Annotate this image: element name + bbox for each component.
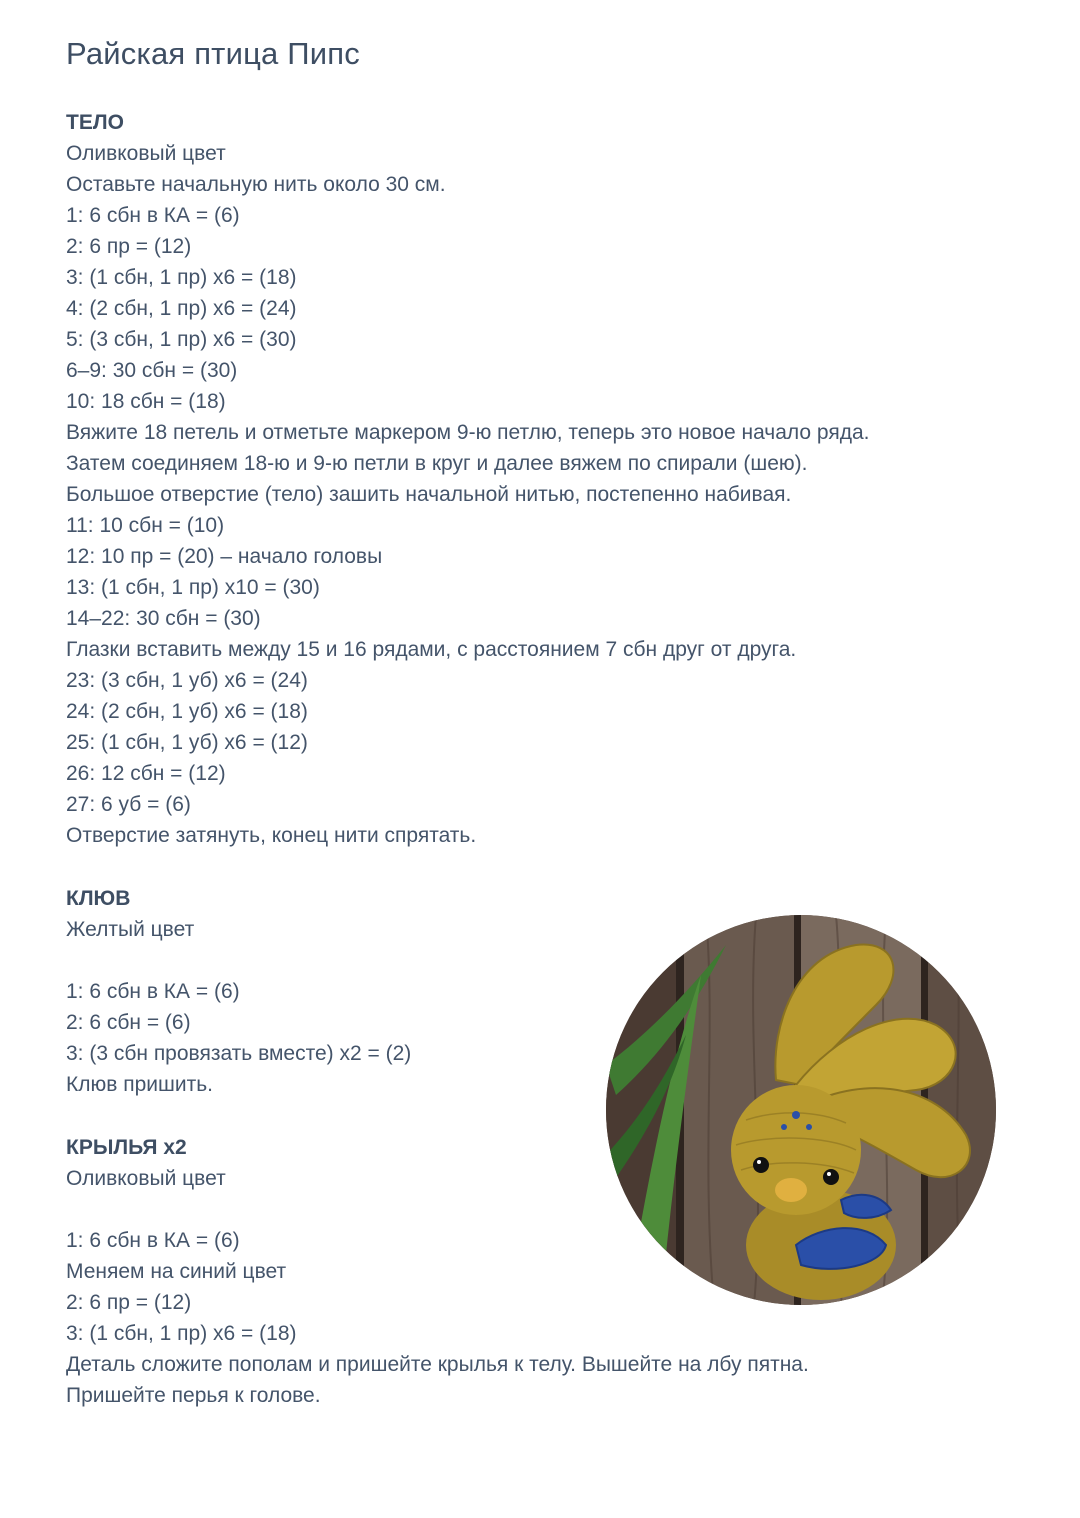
instruction-line: 2: 6 сбн = (6)	[66, 1011, 191, 1034]
instruction-line: 2: 6 пр = (12)	[66, 1291, 192, 1314]
section-heading: ТЕЛО	[66, 111, 124, 134]
color-note: Желтый цвет	[66, 918, 195, 941]
instruction-line: Глазки вставить между 15 и 16 рядами, с расстоянием 7 сбн друг от друга.	[66, 638, 797, 661]
instruction-line: Пришейте перья к голове.	[66, 1384, 321, 1407]
crochet-bird-illustration	[606, 915, 996, 1305]
instruction-line: Клюв пришить.	[66, 1073, 213, 1096]
instruction-line: Отверстие затянуть, конец нити спрятать.	[66, 824, 477, 847]
instruction-line: 3: (1 сбн, 1 пр) х6 = (18)	[66, 266, 297, 289]
instruction-line: 11: 10 сбн = (10)	[66, 514, 225, 537]
color-note: Оливковый цвет	[66, 1167, 226, 1190]
instruction-line: Оливковый цвет	[66, 142, 226, 165]
instruction-line: 12: 10 пр = (20) – начало головы	[66, 545, 383, 568]
section-body	[66, 107, 1026, 851]
instruction-line: Деталь сложите пополам и пришейте крылья к телу. Вышейте на лбу пятна.	[66, 1353, 809, 1376]
instruction-line: 6–9: 30 сбн = (30)	[66, 359, 238, 382]
instruction-line: Меняем на синий цвет	[66, 1260, 287, 1283]
instruction-line: Большое отверстие (тело) зашить начальной нитью, постепенно набивая.	[66, 483, 792, 506]
instruction-line: 14–22: 30 сбн = (30)	[66, 607, 261, 630]
instruction-line: 23: (3 сбн, 1 уб) х6 = (24)	[66, 669, 308, 692]
instruction-line: 13: (1 сбн, 1 пр) х10 = (30)	[66, 576, 320, 599]
instruction-line: 25: (1 сбн, 1 уб) х6 = (12)	[66, 731, 308, 754]
section-heading: КЛЮВ	[66, 887, 131, 910]
instruction-line: 1: 6 сбн в КА = (6)	[66, 980, 240, 1003]
instruction-line: Затем соединяем 18-ю и 9-ю петли в круг и далее вяжем по спирали (шею).	[66, 452, 808, 475]
page-title: Райская птица Пипс	[66, 36, 360, 71]
instruction-line: Оставьте начальную нить около 30 см.	[66, 173, 446, 196]
instruction-line: 24: (2 сбн, 1 уб) х6 = (18)	[66, 700, 308, 723]
instruction-line: 1: 6 сбн в КА = (6)	[66, 204, 240, 227]
instruction-line: 4: (2 сбн, 1 пр) х6 = (24)	[66, 297, 297, 320]
instruction-line: 2: 6 пр = (12)	[66, 235, 192, 258]
crochet-bird-photo	[606, 915, 996, 1305]
instruction-line: 26: 12 сбн = (12)	[66, 762, 226, 785]
instruction-line: 10: 18 сбн = (18)	[66, 390, 226, 413]
instruction-line: 3: (1 сбн, 1 пр) х6 = (18)	[66, 1322, 297, 1345]
instruction-line: Вяжите 18 петель и отметьте маркером 9-ю петлю, теперь это новое начало ряда.	[66, 421, 870, 444]
instruction-line: 1: 6 сбн в КА = (6)	[66, 1229, 240, 1252]
instruction-line: 3: (3 сбн провязать вместе) х2 = (2)	[66, 1042, 412, 1065]
instruction-line: 27: 6 уб = (6)	[66, 793, 191, 816]
instruction-line: 5: (3 сбн, 1 пр) х6 = (30)	[66, 328, 297, 351]
section-heading: КРЫЛЬЯ х2	[66, 1136, 187, 1159]
